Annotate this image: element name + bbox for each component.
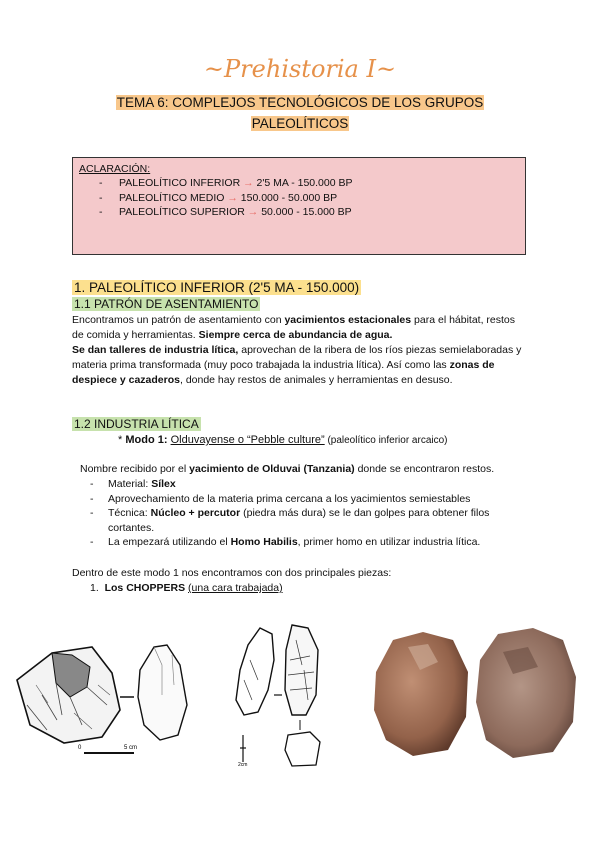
period-list xyxy=(79,176,519,220)
scale-label: 0 xyxy=(78,745,82,751)
pieces-intro: Dentro de este modo 1 nos encontramos con dos principales piezas: xyxy=(72,567,392,579)
document-title: ~Prehistoria I~ xyxy=(203,55,397,83)
chopper-profile-figure xyxy=(230,620,325,770)
characteristics-list xyxy=(90,477,520,550)
modo-1-line: * Modo 1: Olduvayense o “Pebble culture” (paleolítico inferior arcaico) xyxy=(118,434,448,446)
subsection-heading-settlement: 1.1 PATRÓN DE ASENTAMIENTO xyxy=(74,297,259,311)
list-item: - Aprovechamiento de la materia prima cercana a los yacimientos semiestables xyxy=(90,492,471,505)
subtitle-line-1: TEMA 6: COMPLEJOS TECNOLÓGICOS DE LOS GRUPOS xyxy=(116,95,484,110)
choppers-item: 1. Los CHOPPERS (una cara trabajada) xyxy=(90,582,283,594)
chopper-drawing-figure xyxy=(12,625,222,760)
scale-label: 5 cm xyxy=(124,745,138,751)
period-item: - PALEOLÍTICO SUPERIOR → 50.000 - 15.000 BP xyxy=(99,206,352,218)
section-heading: 1. PALEOLÍTICO INFERIOR (2'5 MA - 150.000) xyxy=(74,280,360,295)
arrow-icon: → xyxy=(247,206,259,218)
subtitle-line-2: PALEOLÍTICOS xyxy=(251,116,349,131)
document-subtitle xyxy=(90,92,510,134)
arrow-icon: → xyxy=(227,191,238,204)
scale-label: 2cm xyxy=(238,762,248,768)
settlement-paragraph: Encontramos un patrón de asentamiento con yacimientos estacionales para el hábitat, restos de comida y herramientas. Siempre cerca de abundancia de agua. Se dan talleres de industria lítica, aprovechan de la ribera de los ríos piezas semielaboradas y materia prima transformada (muy poco trabajada la industria lítica). Así como las zonas de despiece y cazaderos, donde hay restos de animales y herramientas en desuso. xyxy=(72,314,522,386)
clarification-box xyxy=(72,157,526,255)
arrow-icon: → xyxy=(243,177,254,189)
subsection-heading-lithic: 1.2 INDUSTRIA LÍTICA xyxy=(74,417,199,431)
olduvai-paragraph: Nombre recibido por el yacimiento de Olduvai (Tanzania) donde se encontraron restos. xyxy=(80,463,495,475)
list-item: - La empezará utilizando el Homo Habilis, primer homo en utilizar industria lítica. xyxy=(90,536,481,548)
list-item: - Material: Sílex xyxy=(90,478,176,490)
chopper-photo-figure xyxy=(368,622,583,762)
period-item: - PALEOLÍTICO MEDIO → 150.000 - 50.000 BP xyxy=(99,191,338,204)
clarification-heading: ACLARACIÓN: xyxy=(79,163,151,175)
period-item: - PALEOLÍTICO INFERIOR → 2'5 MA - 150.000 BP xyxy=(99,177,353,189)
list-item: - Técnica: Núcleo + percutor (piedra más dura) se le dan golpes para obtener filos cortantes. xyxy=(90,507,490,534)
